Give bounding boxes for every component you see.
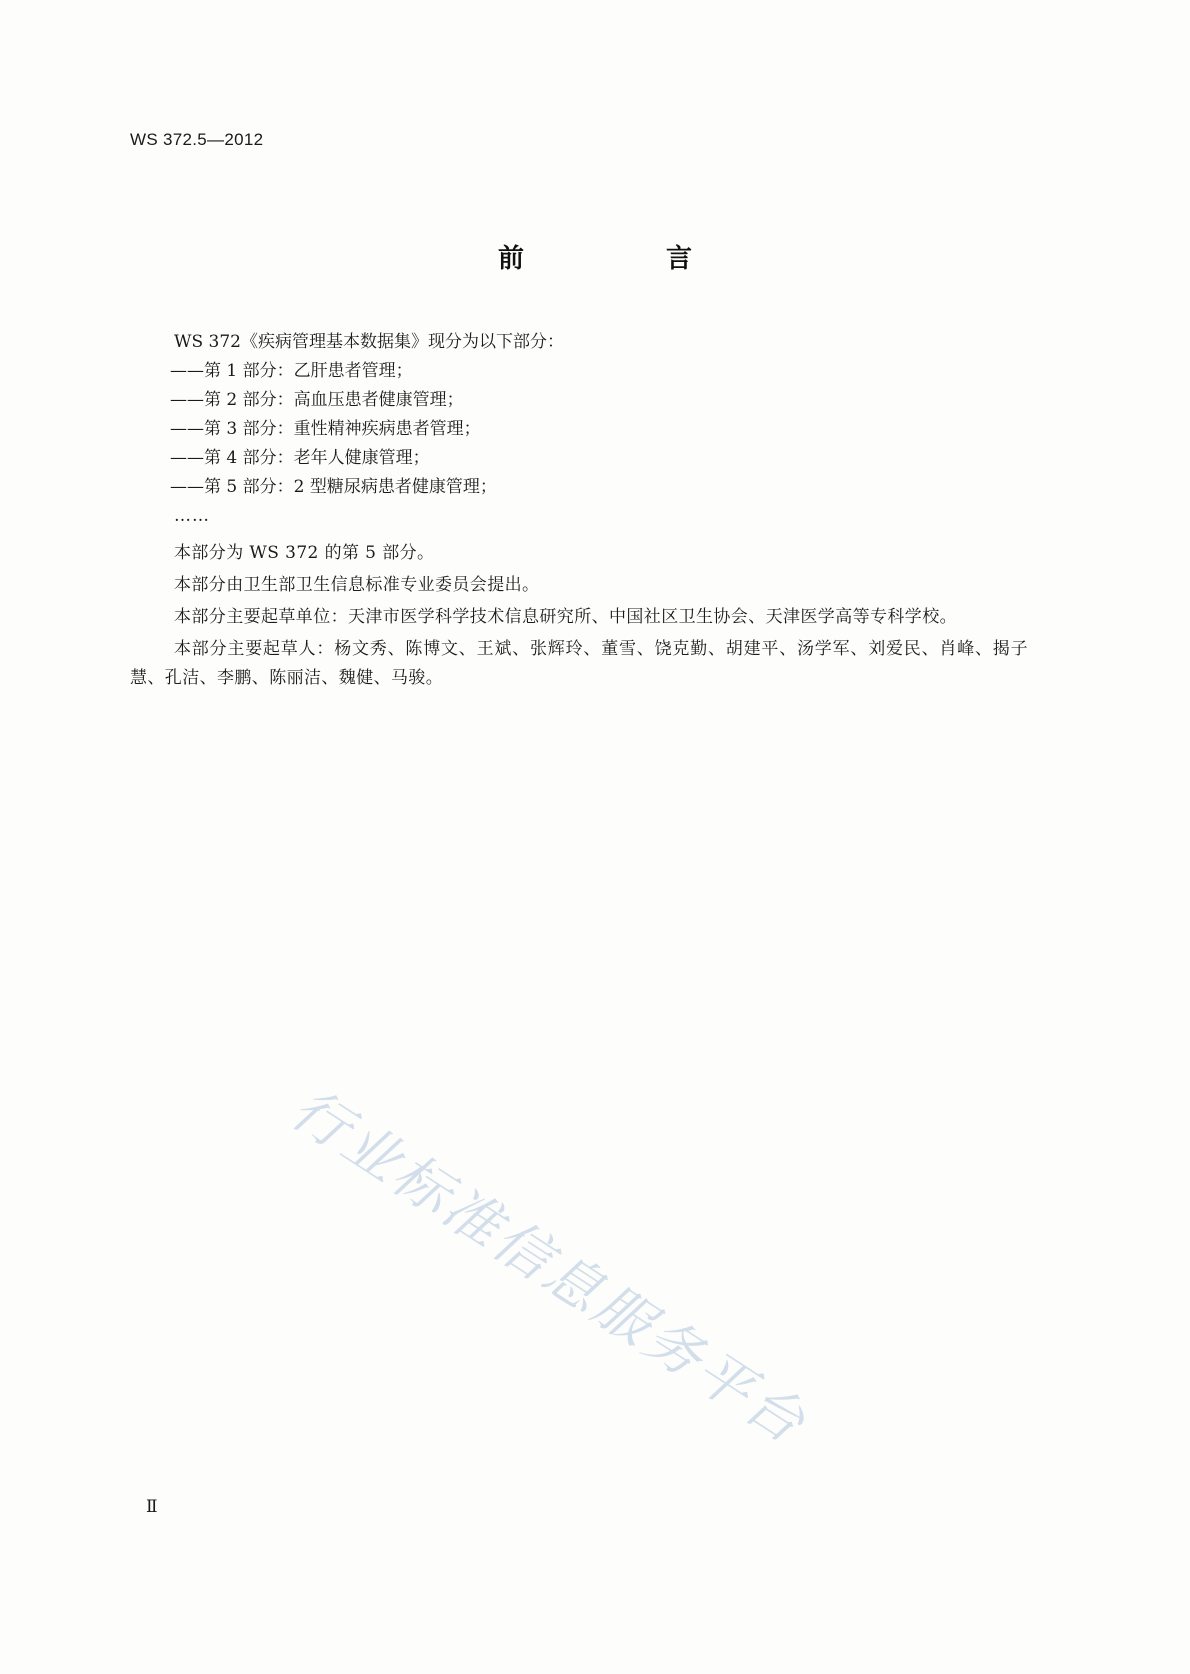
- intro-line: WS 372《疾病管理基本数据集》现分为以下部分：: [174, 332, 564, 352]
- page-title: 前 言: [497, 244, 750, 274]
- list-item: ——第 5 部分：2 型糖尿病患者健康管理；: [170, 477, 497, 497]
- document-body: [130, 328, 1028, 693]
- paragraph-part-statement: 本部分为 WS 372 的第 5 部分。: [174, 543, 435, 563]
- list-ellipsis: ……: [174, 506, 210, 526]
- list-item: ——第 4 部分：老年人健康管理；: [170, 448, 430, 468]
- list-item: ——第 1 部分：乙肝患者管理；: [170, 361, 413, 381]
- page-number: Ⅱ: [146, 1497, 158, 1516]
- standard-code: WS 372.5—2012: [130, 130, 264, 149]
- paragraph-drafters: 本部分主要起草人：杨文秀、陈博文、王斌、张辉玲、董雪、饶克勤、胡建平、汤学军、刘爱民、肖峰、揭子慧、孔洁、李鹏、陈丽洁、魏健、马骏。: [130, 639, 1028, 688]
- list-item: ——第 2 部分：高血压患者健康管理；: [170, 390, 464, 410]
- list-item: ——第 3 部分：重性精神疾病患者管理；: [170, 419, 481, 439]
- paragraph-proposer: 本部分由卫生部卫生信息标准专业委员会提出。: [174, 575, 540, 595]
- watermark-text: 行业标准信息服务平台: [279, 1076, 819, 1458]
- paragraph-drafting-units: 本部分主要起草单位：天津市医学科学技术信息研究所、中国社区卫生协会、天津医学高等专科学校。: [174, 607, 957, 627]
